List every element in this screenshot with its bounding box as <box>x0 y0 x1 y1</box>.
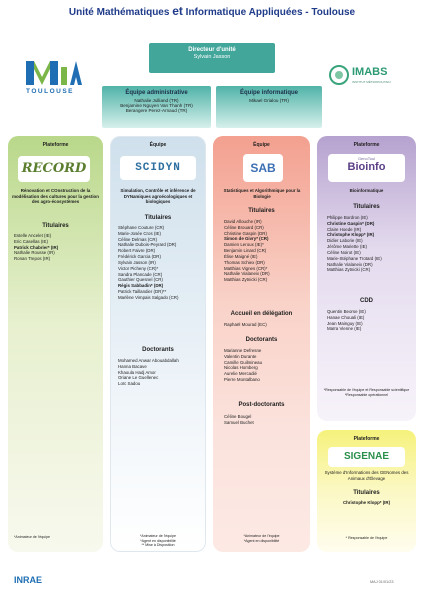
person: Jean Mainguy (IE) <box>327 320 363 326</box>
mia-logo <box>18 55 88 101</box>
person: Régis Sabbadin* (DR) <box>118 283 164 289</box>
person: Céline Noirot (IE) <box>327 249 361 255</box>
scidyn-doctorants-list <box>118 358 204 387</box>
person: Nathalie Dubois-Peyrard (DR) <box>118 242 177 248</box>
person: Khaoula Hadj Amor <box>118 369 156 375</box>
bioinfo-footnotes <box>320 388 413 397</box>
person: Marlène Vimpais Salgado (CR) <box>118 294 179 300</box>
update-date: MAJ 01/01/23 <box>370 580 394 584</box>
footnote: *Animateur de l'équipe <box>243 534 280 538</box>
title-part2: Informatique Appliquées - Toulouse <box>182 7 356 18</box>
person: Sandra Plancade (CR) <box>118 271 163 277</box>
person: Pierre Montalbano <box>224 377 260 383</box>
scidyn-titulaires-list <box>118 225 204 301</box>
footnote: *Responsable opérationnel <box>344 392 389 397</box>
sab-desc: Statistiques et Algorithmique pour la Biologie <box>223 188 301 199</box>
sab-kind: Équipe <box>253 142 270 148</box>
person: Camille Guilmineau <box>224 359 263 365</box>
person: Oriane Le Guellenec <box>118 375 159 381</box>
person: Christophe Klopp* (IR) <box>327 232 375 238</box>
sab-doctorants-list <box>224 348 308 383</box>
sigenae-logo: SIGENAE <box>328 447 405 467</box>
footnote: ** Mise à Disposition <box>141 543 175 548</box>
sab-accueil-label: Accueil en délégation <box>230 311 293 317</box>
bioinfo-titulaires-label: Titulaires <box>353 204 380 210</box>
person: Patrick Taillandier (DR)** <box>118 288 167 294</box>
info-team-title: Équipe informatique <box>239 90 298 96</box>
inrae-logo: INRAE <box>14 575 43 585</box>
director-title: Directeur d'unité <box>188 47 236 53</box>
person: Christophe Klopp* (IR) <box>342 500 391 505</box>
sab-titulaires-list <box>224 219 308 283</box>
person: Loïc Sadou <box>118 381 141 387</box>
person: David Allouche (IR) <box>224 219 262 224</box>
page-title <box>0 4 424 18</box>
sab-postdoc-list <box>224 414 308 426</box>
imabs-logo-sub: INSTITUT MÉTROPOLITAIN <box>352 80 391 84</box>
person: Patrick Chabrier* (IR) <box>14 244 59 250</box>
admin-team-box <box>102 86 211 128</box>
record-logo: RECORD <box>18 156 90 182</box>
person: Céline Bougel <box>224 414 252 419</box>
sab-logo: SAB <box>243 154 283 182</box>
admin-member: Benjamine Nguyen Van Thanh (TR) <box>120 103 193 108</box>
person: Marie-Josée Cros (IE) <box>118 230 161 236</box>
scidyn-doctorants-label: Doctorants <box>142 347 174 353</box>
person: Sylvain Jasson (IR) <box>118 259 156 265</box>
person: Estelle Ancelet (IE) <box>14 233 52 238</box>
person: Quentin Beorse (IE) <box>327 309 366 314</box>
person: Nathalie Vialaneix (DR) <box>224 271 270 277</box>
person: Céline Brouard (CR) <box>224 224 264 230</box>
sab-titulaires-label: Titulaires <box>248 208 275 214</box>
scidyn-kind: Équipe <box>149 142 167 148</box>
person: Raphaël Mourad (EC) <box>224 322 267 327</box>
person: Thomas Schiex (DR) <box>224 259 265 265</box>
person: Matthias Zytnicki (CR) <box>224 277 268 283</box>
sigenae-kind: Plateforme <box>353 436 380 442</box>
bioinfo-logo <box>328 154 405 182</box>
person: Hanna Bacave <box>118 363 147 369</box>
footnote: *Agent en disponibilité <box>243 538 280 543</box>
person: Gauthier Quesnel (CR) <box>118 277 163 283</box>
bioinfo-titulaires-list <box>327 215 413 273</box>
sab-accueil-list <box>224 322 308 328</box>
person: Victor Picheny (CR)* <box>118 265 159 271</box>
imabs-logo-text: IMABS <box>352 66 388 78</box>
bioinfo-cdd-list <box>327 309 413 332</box>
person: Marianne Defresne <box>224 348 262 353</box>
footnote: *Agent en disponibilité <box>140 538 176 543</box>
person: Ronan Trepos (IR) <box>14 256 51 262</box>
footnote: *Responsable de l'équipe et Responsable scientifique <box>323 388 410 392</box>
sigenae-titulaires-label: Titulaires <box>353 490 380 496</box>
person: Stéphane Couture (CR) <box>118 225 165 230</box>
bioinfo-cdd-label: CDD <box>360 298 373 304</box>
title-part1: Unité Mathématiques <box>68 7 173 18</box>
person: Christine Gaspin* (DR) <box>327 220 375 226</box>
sigenae-desc: Système d'Informations des GENomes des Animaux d'Élevage <box>324 470 409 481</box>
imabs-logo <box>328 60 406 96</box>
bioinfo-logo-top: GenoToul <box>357 156 376 161</box>
record-kind: Plateforme <box>42 142 69 148</box>
person: Philippe Bordron (IE) <box>327 215 368 220</box>
record-titulaires-list <box>14 233 100 262</box>
scidyn-logo: SCIDYN <box>120 156 196 180</box>
person: Céline Delmas (CR) <box>118 236 158 242</box>
person: Simon de Givry* (CR) <box>224 236 269 242</box>
director-box <box>149 43 275 73</box>
info-team-box <box>216 86 322 128</box>
person: Didier Laborie (IE) <box>327 238 363 244</box>
mia-logo-sub: TOULOUSE <box>26 88 74 95</box>
person: Jérôme Mariette (IE) <box>327 244 368 250</box>
scidyn-desc: Simulation, Contrôle et inférence de DYNamiques agroécologiques et biologiques <box>120 188 196 204</box>
bioinfo-logo-text: Bioinfo <box>347 161 386 174</box>
person: Benjamin Linard (CR) <box>224 248 267 254</box>
sigenae-footnote: * Responsable de l'équipe <box>345 536 388 540</box>
sab-postdoc-label: Post-doctorants <box>238 402 285 408</box>
person: Samuel Buchet <box>224 419 254 425</box>
person: Mohamed Anwar Abouabdallah <box>118 358 179 363</box>
person: Claire Hoede (IR) <box>327 226 362 232</box>
record-titulaires-label: Titulaires <box>42 223 69 229</box>
admin-member: Nathalie Julliand (TR) <box>134 98 179 103</box>
person: Nathalie Vialaneix (DR) <box>327 261 373 267</box>
person: Frédérick Garcia (DR) <box>118 254 161 260</box>
scidyn-titulaires-label: Titulaires <box>144 215 172 221</box>
bioinfo-desc: Bioinformatique <box>349 188 384 193</box>
director-name: Sylvain Jasson <box>193 54 231 60</box>
person: Valentin Durante <box>224 353 257 359</box>
sab-footnotes <box>213 534 310 543</box>
record-desc: Rénovation et COnstruction de la modélisation des cultures pour la gestion des agro-écosystèmes <box>12 188 99 204</box>
admin-member: Berangere Perez-Arnaud (TR) <box>125 108 188 113</box>
footnote: *Animateur de l'équipe <box>139 534 177 538</box>
person: Nathalie Rousse (IR) <box>14 250 55 256</box>
person: Matthias Zytnicki (CR) <box>327 267 371 273</box>
person: Matthias Vignes (CR)* <box>224 265 268 271</box>
person: Hanae Chouali (IE) <box>327 314 365 320</box>
title-et: et <box>172 4 183 18</box>
scidyn-footnotes <box>110 534 206 548</box>
person: Aurelie Mercadié <box>224 371 257 377</box>
record-footnote: *Animateur de l'équipe <box>14 535 51 539</box>
bioinfo-kind: Plateforme <box>353 142 380 148</box>
admin-team-title: Équipe administrative <box>125 90 188 96</box>
info-member: Mikael Grialou (TR) <box>249 98 289 103</box>
person: Robert Faivre (DR) <box>118 248 156 254</box>
sab-doctorants-label: Doctorants <box>245 337 278 343</box>
person: Élise Maigné (IE) <box>224 253 258 259</box>
person: Maïra Vienne (IE) <box>327 326 362 332</box>
person: Eric Casellas (IE) <box>14 238 48 244</box>
person: Nicolas Homberg <box>224 365 258 371</box>
person: Christine Gaspin (DR) <box>224 230 267 236</box>
person: Marie-Stéphane Trotard (IE) <box>327 255 382 261</box>
person: Damien Leroux (IE)* <box>224 242 264 248</box>
